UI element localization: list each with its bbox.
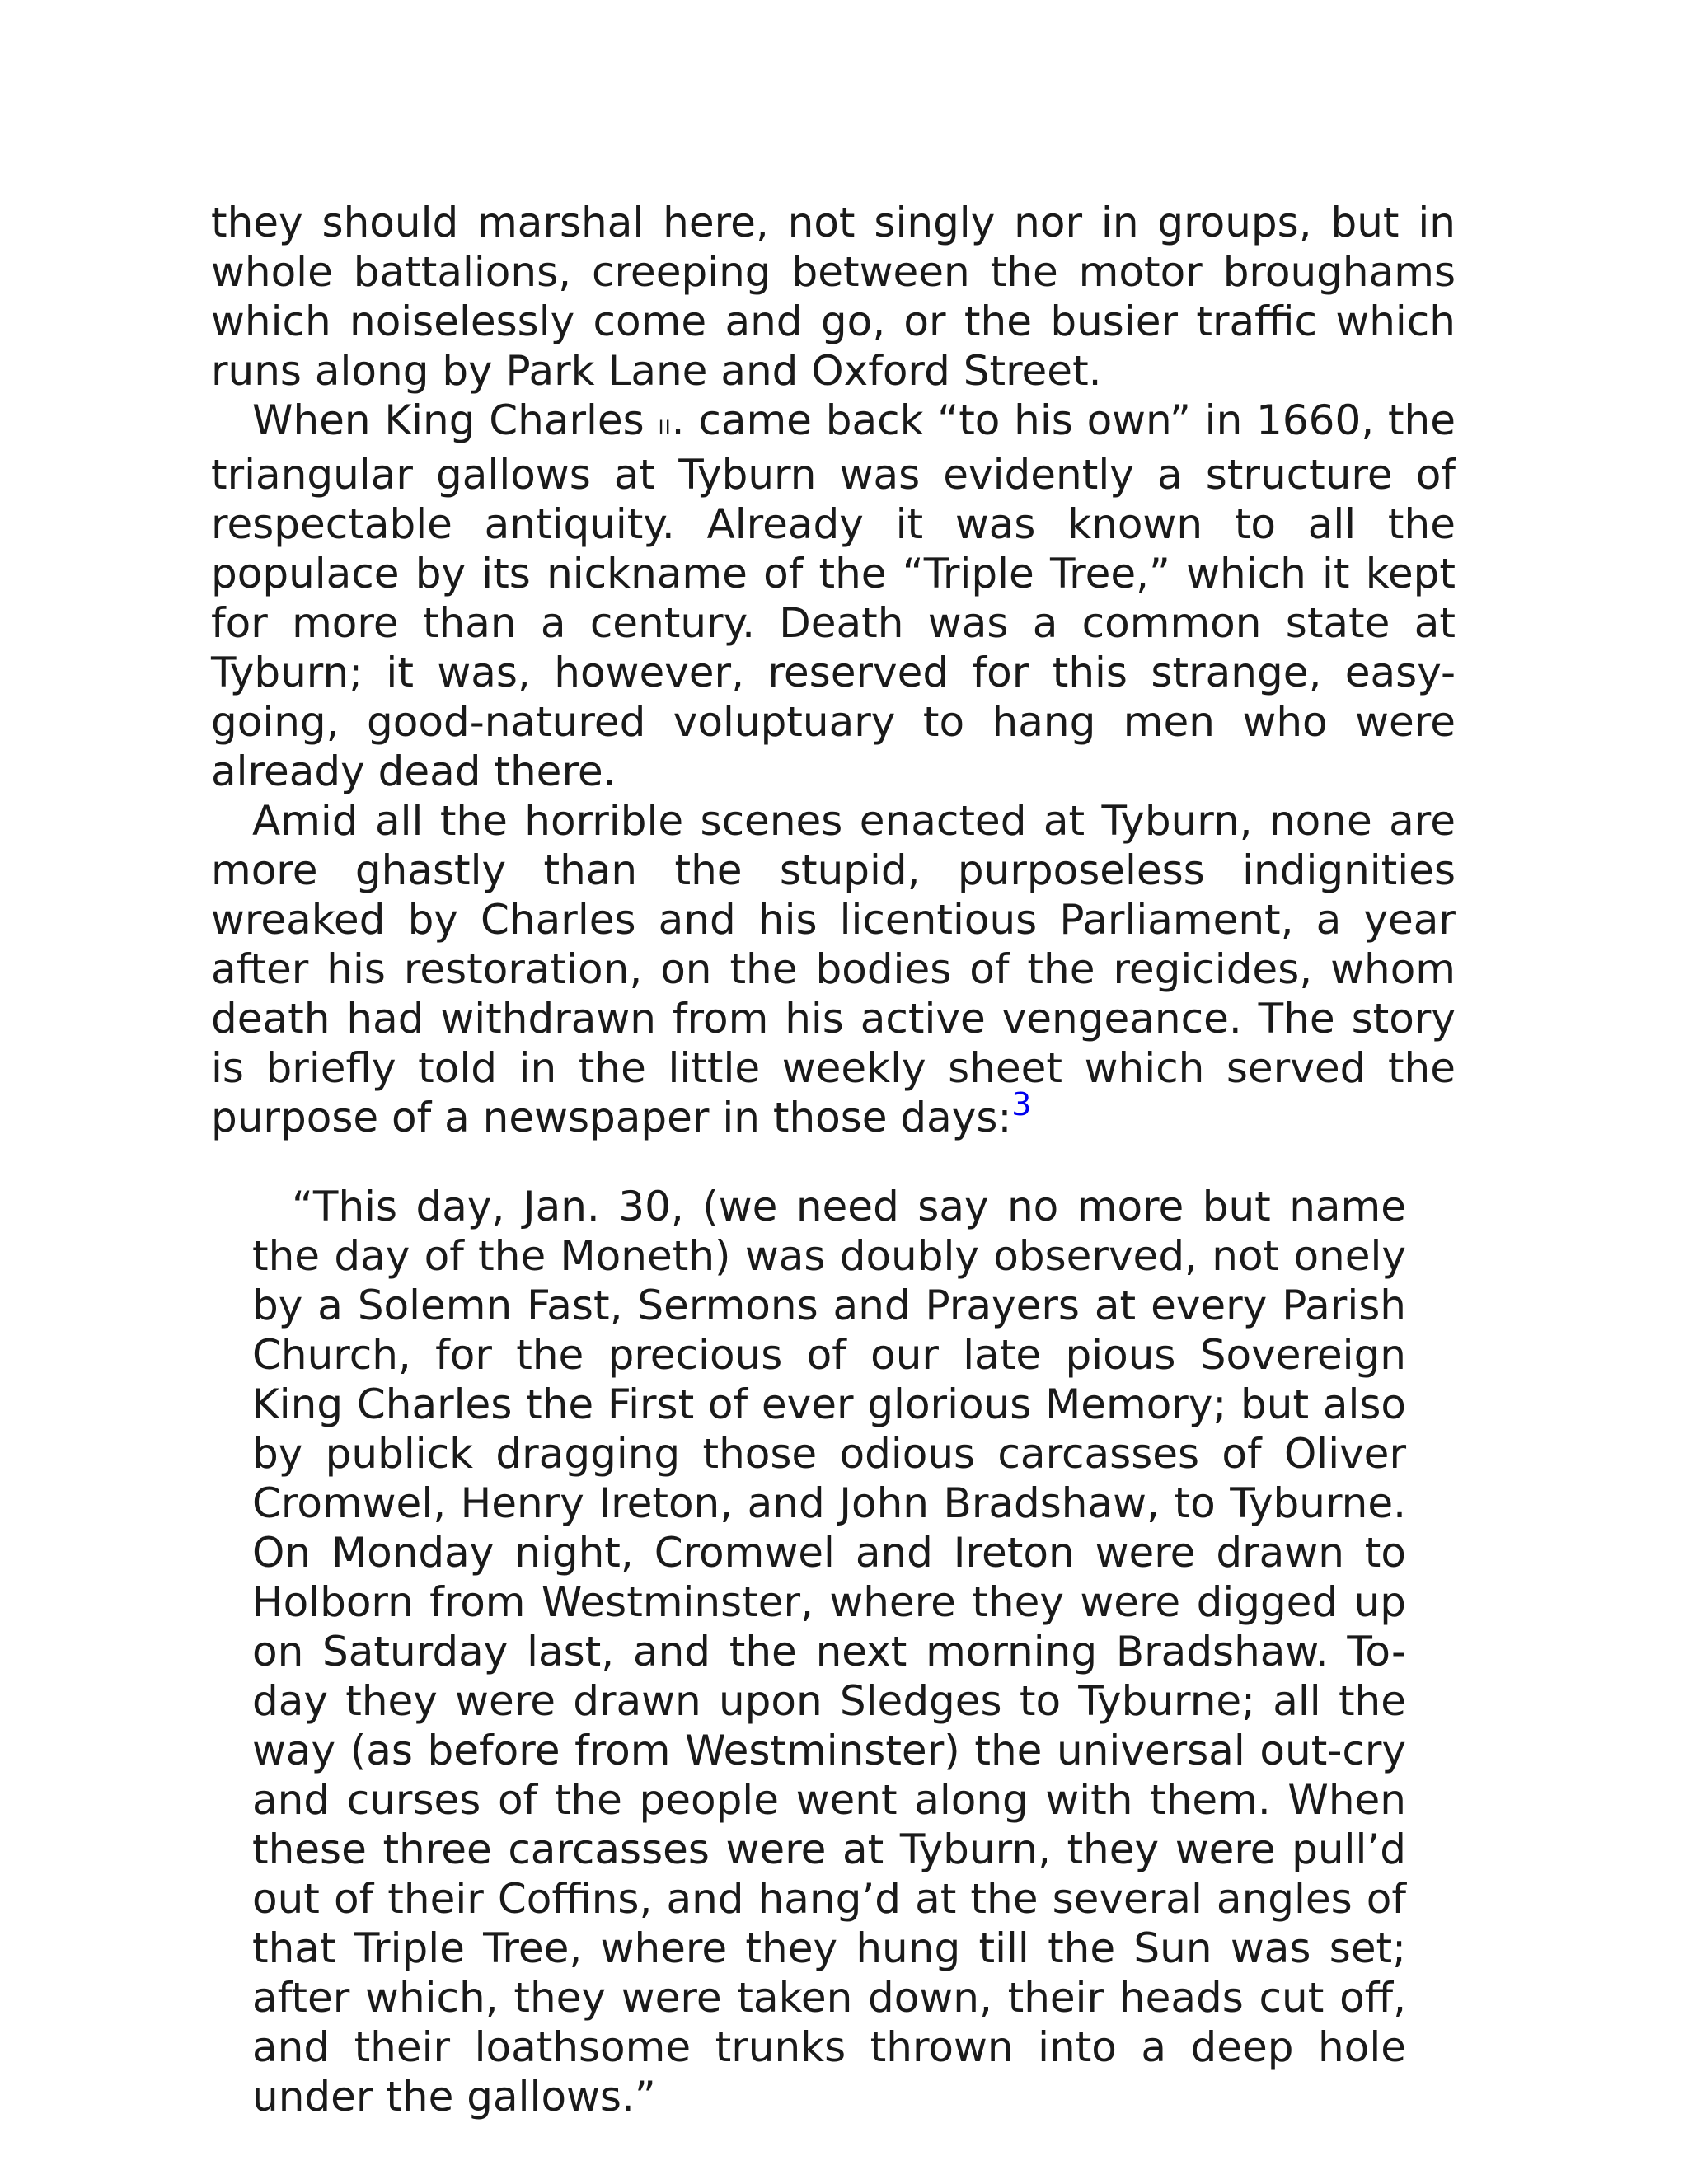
paragraph-charles-gallows bbox=[211, 396, 1456, 796]
paragraph-text-end: . came back “to his own” in 1660, the triangular gallows at Tyburn was evidently a structure of respectable antiquity. Already it was known to all the populace by its nickname of the “Triple Tree,” which it kept for more than a century. Death was a common state at Tyburn; it was, however, reserved for this strange, easy-going, good-natured voluptuary to hang men who were already dead there. bbox=[211, 396, 1456, 795]
paragraph-continuation: they should marshal here, not singly nor in groups, but in whole battalions, creeping between the motor broughams which noiselessly come and go, or the busier traffic which runs along by Park Lane and Oxford Street. bbox=[211, 199, 1456, 395]
regnal-numeral: ii bbox=[658, 409, 672, 442]
paragraph-regicides bbox=[211, 796, 1456, 1142]
footnote-link[interactable]: 3 bbox=[1011, 1086, 1032, 1122]
block-quote: “This day, Jan. 30, (we need say no more but name the day of the Moneth) was doubly observed, not onely by a Solemn Fast, Sermons and Prayers at every Parish Church, for the precious of our late pious Sovereign King Charles the First of ever glorious Memory; but also by publick dragging those odious carcasses of Oliver Cromwel, Henry Ireton, and John Bradshaw, to Tyburne. On Monday night, Cromwel and Ireton were drawn to Holborn from Westminster, where they were digged up on Saturday last, and the next morning Bradshaw. To-day they were drawn upon Sledges to Tyburne; all the way (as before from Westminster) the universal out-cry and curses of the people went along with them. When these three carcasses were at Tyburn, they were pull’d out of their Coffins, and hang’d at the several angles of that Triple Tree, where they hung till the Sun was set; after which, they were taken down, their heads cut off, and their loathsome trunks thrown into a deep hole under the gallows.” bbox=[252, 1183, 1406, 2121]
paragraph-text: Amid all the horrible scenes enacted at Tyburn, none are more ghastly than the stupid, purposeless indignities wreaked by Charles and his licentious Parliament, a year after his restoration, on the bodies of the regicides, whom death had withdrawn from his active vengeance. The story is briefly told in the little weekly sheet which served the purpose of a newspaper in those days: bbox=[211, 797, 1456, 1141]
paragraph-text-start: When King Charles bbox=[252, 396, 659, 444]
page-text bbox=[211, 198, 1456, 2121]
